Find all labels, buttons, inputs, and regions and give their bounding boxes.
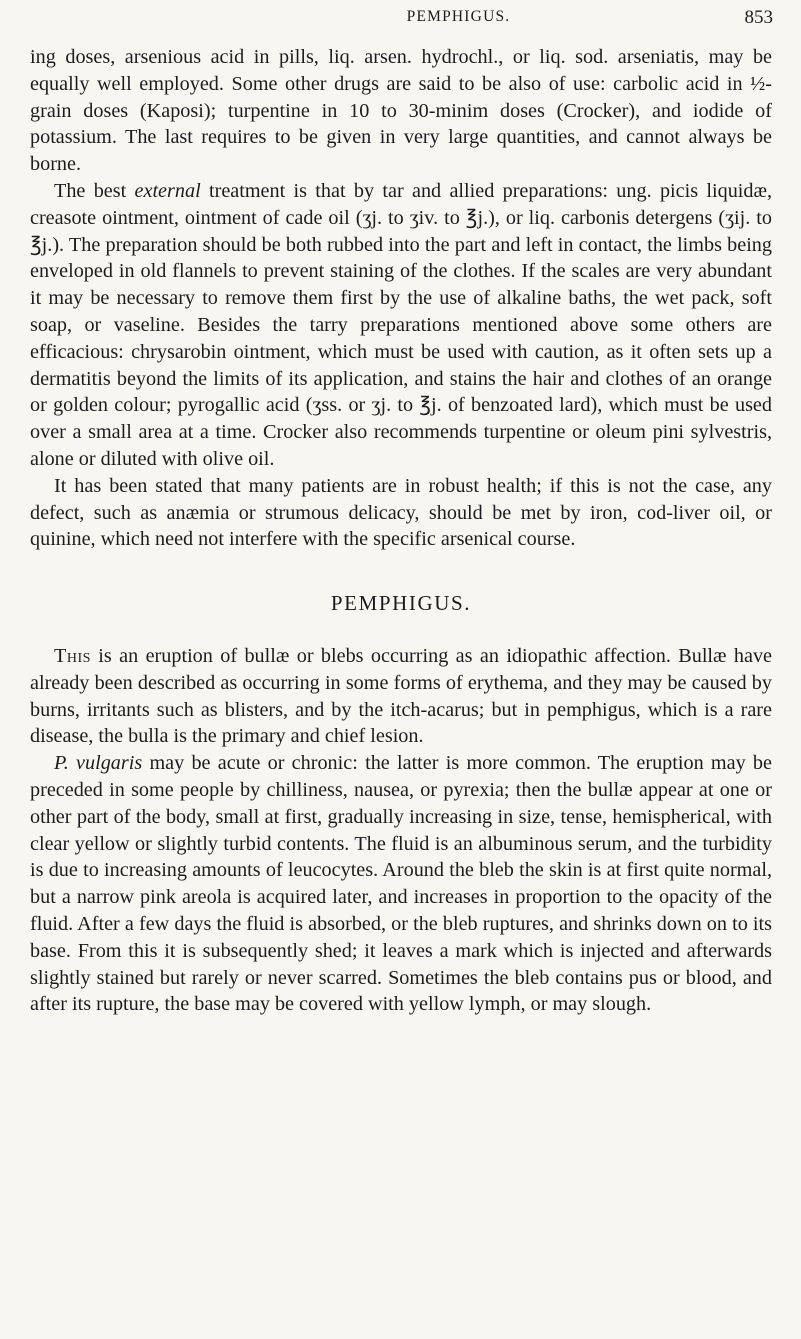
paragraph-body-text: may be acute or chronic: the latter is more common. The eruption may be preceded in some people by chilliness, nausea, or pyrexia; then the bullæ appear at one or other part of the body, small at first, gradually increasing in size, tense, hemispherical, with clear yellow or slightly turbid contents. The fluid is an albuminous serum, and the turbidity is due to increasing amounts of leucocytes. Around the bleb the skin is at first quite normal, but a narrow pink areola is acquired later, and increases in proportion to the opacity of the fluid. After a few days the fluid is absorbed, or the bleb ruptures, and shrinks down on to its base. From this it is subsequently shed; it leaves a mark which is injected and afterwards slightly stained but rarely or never scarred. Sometimes the bleb contains pus or blood, and after its rupture, the base may be covered with yellow lymph, or may slough.	[30, 752, 772, 1016]
section-heading-pemphigus: PEMPHIGUS.	[330, 591, 472, 616]
page-body	[30, 44, 772, 1018]
running-header	[144, 8, 773, 34]
paragraph-lead-text: The best	[54, 179, 135, 202]
paragraph-body-text: treatment is that by tar and allied preparations: ung. picis liquidæ, creasote ointment, ointment of cade oil (ʒj. to ʒiv. to ℥j.), or liq. carbonis detergens (ʒij. to ℥j.). The preparation should be both rubbed into the part and left in contact, the limbs being enveloped in old flannels to prevent staining of the clothes. If the scales are very abundant it may be necessary to remove them first by the use of alkaline baths, the wet pack, soft soap, or vaseline. Besides the tarry preparations mentioned above some others are efficacious: chrysarobin ointment, which must be used with caution, as it often sets up a dermatitis beyond the limits of its application, and stains the hair and clothes of an orange or golden colour; pyrogallic acid (ʒss. or ʒj. to ℥j. of benzoated lard), which must be used over a small area at a time. Crocker also recommends turpentine or oleum pini sylvestris, alone or diluted with olive oil.	[30, 179, 772, 470]
small-caps-opening-word: This	[54, 644, 91, 667]
paragraph-arsenic-doses: ing doses, arsenious acid in pills, liq. arsen. hydrochl., or liq. sod. arseniatis, may be equally well employed. Some other drugs are said to be also of use: carbolic acid in ½-grain doses (Kaposi); turpentine in 10 to 30-minim doses (Crocker), and iodide of potassium. The last requires to be given in very large quantities, and cannot always be borne.	[30, 46, 772, 176]
paragraph-body-text: is an eruption of bullæ or blebs occurring as an idiopathic affection. Bullæ have already been described as occurring in some forms of erythema, and they may be caused by burns, irritants such as blisters, and by the itch-acarus; but in pemphigus, which is a rare disease, the bulla is the primary and chief lesion.	[30, 644, 772, 748]
paragraph-pemphigus-definition	[30, 643, 772, 750]
paragraph-external-treatment	[30, 178, 772, 473]
emphasis-external: external	[134, 179, 201, 202]
emphasis-p-vulgaris: P. vulgaris	[54, 752, 143, 775]
paragraph-general-health: It has been stated that many patients are in robust health; if this is not the case, any defect, such as anæmia or strumous delicacy, should be met by iron, cod-liver oil, or quinine, which need not interfere with the specific arsenical course.	[30, 474, 772, 551]
paragraph-pemphigus-vulgaris	[30, 750, 772, 1018]
page-number: 853	[744, 7, 773, 28]
running-title: PEMPHIGUS.	[406, 8, 511, 25]
